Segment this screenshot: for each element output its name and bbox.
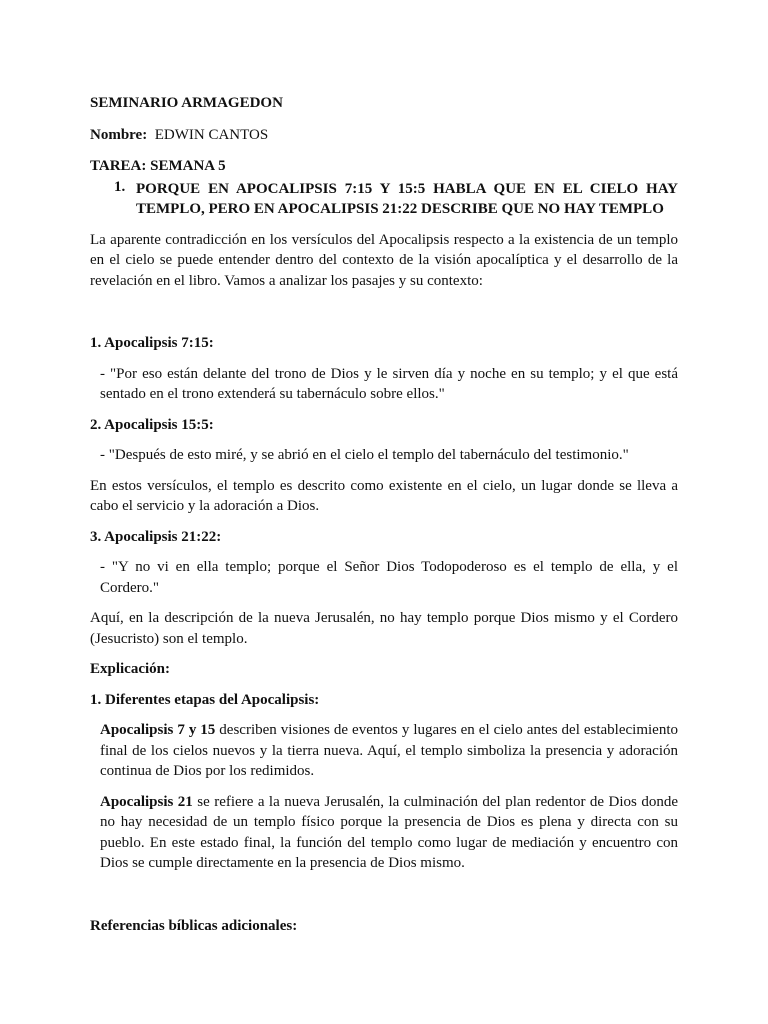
- question-number: 1.: [114, 178, 126, 195]
- name-label: Nombre:: [90, 126, 148, 143]
- comment-paragraph: En estos versículos, el templo es descrito como existente en el cielo, un lugar donde se lleva a cabo el servicio y la adoración a Dios.: [90, 477, 678, 514]
- question-text: PORQUE EN APOCALIPSIS 7:15 Y 15:5 HABLA QUE EN EL CIELO HAY TEMPLO, PERO EN APOCALIPSIS 21:22 DESCRIBE QUE NO HAY TEMPLO: [136, 180, 678, 217]
- student-name-line: [90, 125, 678, 146]
- explanation-heading: Explicación:: [90, 661, 171, 677]
- passage-heading: 1. Apocalipsis 7:15:: [90, 335, 214, 351]
- student-name: EDWIN CANTOS: [154, 126, 269, 143]
- passage-heading: 3. Apocalipsis 21:22:: [90, 528, 222, 545]
- intro-paragraph: La aparente contradicción en los versículos del Apocalipsis respecto a la existencia de un templo en el cielo se puede entender dentro del contexto de la visión apocalíptica y el desarrollo de la revelación en el libro. Vamos a analizar los pasajes y su contexto:: [90, 231, 678, 289]
- passage-quote: - "Después de esto miré, y se abrió en el cielo el templo del tabernáculo del testimonio.": [100, 447, 629, 463]
- spacer: [90, 291, 678, 333]
- task-label: TAREA: SEMANA 5: [90, 158, 226, 174]
- explanation-subheading: 1. Diferentes etapas del Apocalipsis:: [90, 691, 320, 708]
- explanation-bold-term: Apocalipsis 7 y 15: [100, 722, 216, 738]
- passage-quote: - "Por eso están delante del trono de Dios y le sirven día y noche en su templo; y el que está sentado en el trono extenderá su tabernáculo sobre ellos.": [100, 365, 678, 402]
- comment-paragraph: Aquí, en la descripción de la nueva Jerusalén, no hay templo porque Dios mismo y el Cordero (Jesucristo) son el templo.: [90, 610, 678, 647]
- passage-quote: - "Y no vi en ella templo; porque el Señor Dios Todopoderoso es el templo de ella, y el Cordero.": [100, 559, 678, 596]
- explanation-text: se refiere a la nueva Jerusalén, la culminación del plan redentor de Dios donde no hay necesidad de un templo físico porque la presencia de Dios es plena y directa con su pueblo. En este estado final, la función del templo como lugar de mediación y encuentro con Dios se cumple directamente en la presencia de Dios mismo.: [100, 793, 678, 871]
- explanation-paragraph: [90, 720, 678, 782]
- references-heading: Referencias bíblicas adicionales:: [90, 917, 298, 934]
- explanation-bold-term: Apocalipsis 21: [100, 793, 193, 810]
- document-title: SEMINARIO ARMAGEDON: [90, 95, 283, 111]
- explanation-text: describen visiones de eventos y lugares en el cielo antes del establecimiento final de los cielos nuevos y la tierra nueva. Aquí, el templo simboliza la presencia y adoración continua de Dios por los redimidos.: [100, 722, 678, 779]
- passage-heading: 2. Apocalipsis 15:5:: [90, 416, 214, 433]
- question-item: [90, 179, 678, 220]
- document-page: [90, 93, 678, 936]
- explanation-paragraph: [90, 792, 678, 874]
